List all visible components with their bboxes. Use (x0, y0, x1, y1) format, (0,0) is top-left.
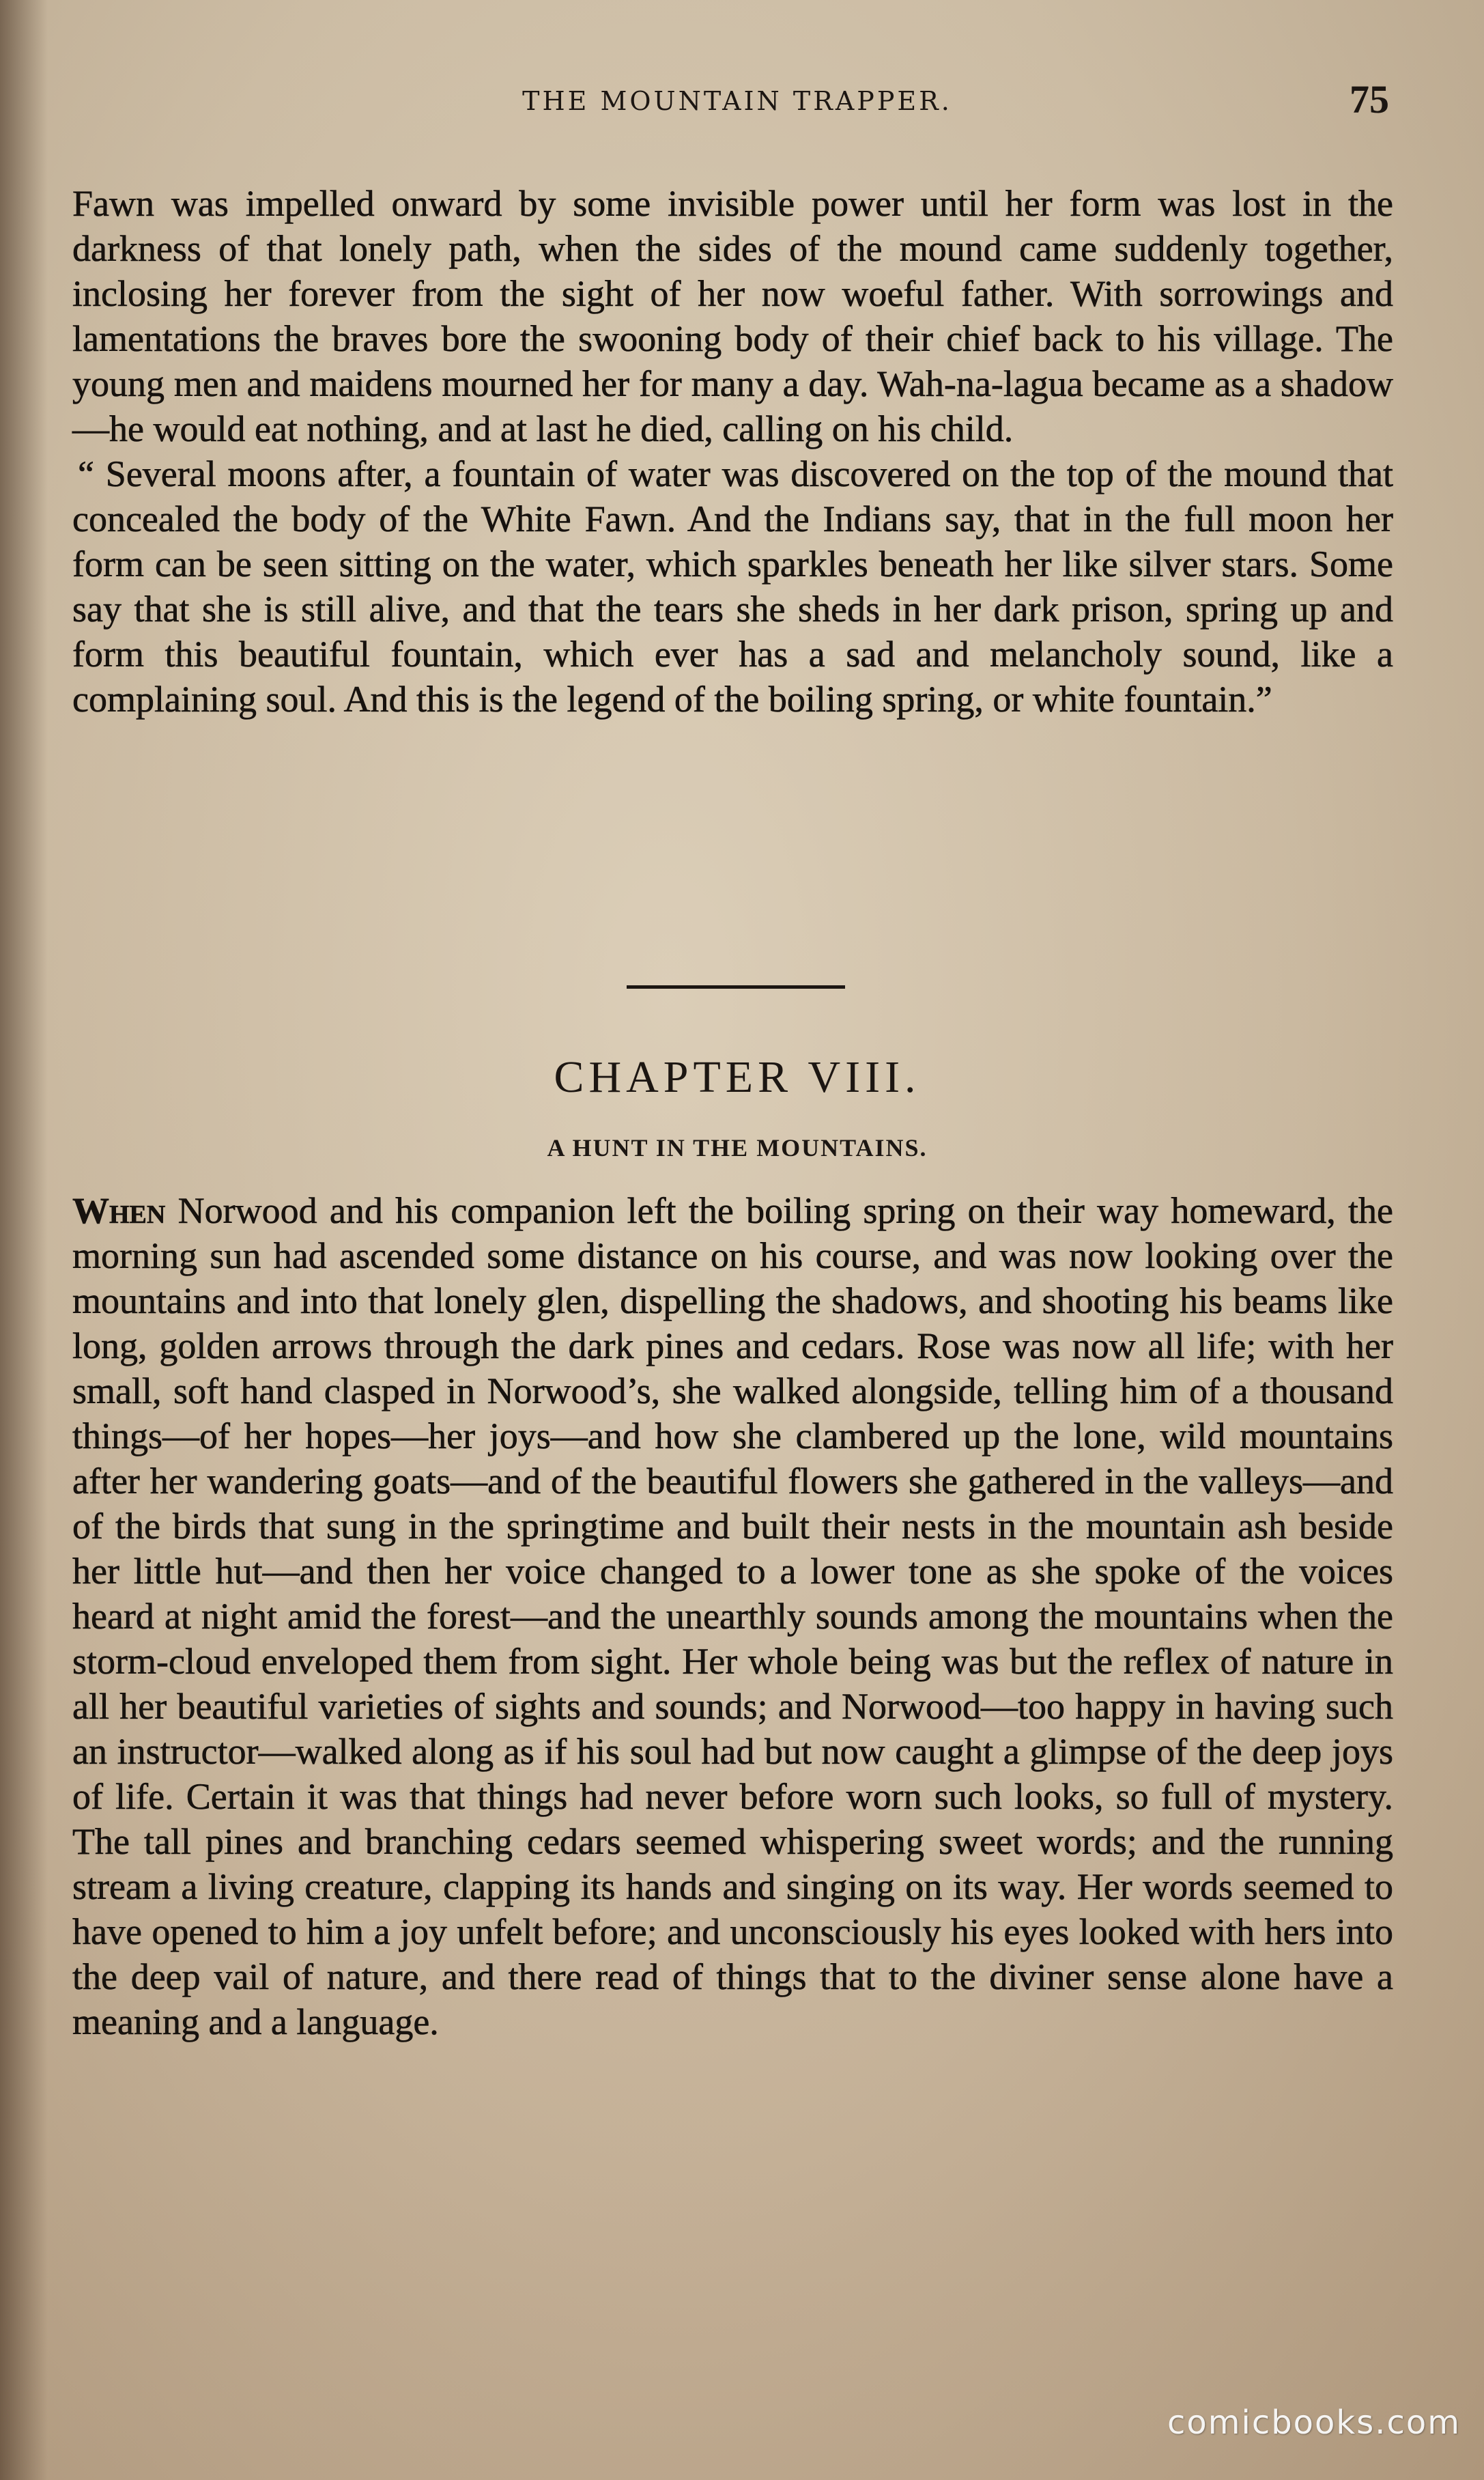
paragraph: “ Several moons after, a fountain of water was discovered on the top of the mound that concealed the body of the White Fawn. And the Indians say, that in the full moon her form can be seen sitting on the water, which sparkles beneath her like silver stars. Some say that she is still alive, and that the tears she sheds in her dark prison, spring up and form this beautiful fountain, which ever has a sad and melancholy sound, like a complaining soul. And this is the legend of the boiling spring, or white fountain.” (72, 453, 1393, 720)
paragraph (72, 1188, 1393, 2044)
section-divider (627, 985, 845, 989)
opening-word: When (72, 1190, 166, 1231)
watermark: comicbooks.com (1167, 2404, 1461, 2442)
running-title: THE MOUNTAIN TRAPPER. (522, 86, 952, 116)
chapter-subtitle: A HUNT IN THE MOUNTAINS. (547, 1134, 928, 1161)
continuation-text (72, 181, 1393, 722)
paragraph: Fawn was impelled onward by some invisible power until her form was lost in the darkness of that lonely path, when the sides of the mound came suddenly together, inclosing her forever from the sight of her now woeful father. With sorrowings and lamentations the braves bore the swooning body of their chief back to his village. The young men and maidens mourned her for many a day. Wah-na-lagua became as a shadow—he would eat nothing, and at last he died, calling on his child. (72, 183, 1393, 449)
page-header (0, 76, 1484, 131)
page-number: 75 (1350, 77, 1389, 122)
chapter-text (72, 1188, 1393, 2044)
binding-shadow (0, 0, 48, 2480)
chapter-title: CHAPTER VIII. (554, 1052, 921, 1102)
paragraph-body: Norwood and his companion left the boiling spring on their way homeward, the morning sun had ascended some distance on his course, and was now looking over the mountains and into that lonely glen, dispelling the shadows, and shooting his beams like long, golden arrows through the dark pines and cedars. Rose was now all life; with her small, soft hand clasped in Norwood’s, she walked alongside, telling him of a thousand things—of her hopes—her joys—and how she clambered up the lone, wild mountains after her wandering goats—and of the beautiful flowers she gathered in the valleys—and of the birds that sung in the springtime and built their nests in the mountain ash beside her little hut—and then her voice changed to a lower tone as she spoke of the voices heard at night amid the forest—and the unearthly sounds among the mountains when the storm-cloud enveloped them from sight. Her whole being was but the reflex of nature in all her beautiful varieties of sights and sounds; and Norwood—too happy in having such an instructor—walked along as if his soul had but now caught a glimpse of the deep joys of life. Certain it was that things had never before worn such looks, so full of mystery. The tall pines and branching cedars seemed whispering sweet words; and the running stream a living creature, clapping its hands and singing on its way. Her words seemed to have opened to him a joy unfelt before; and unconsciously his eyes looked with hers into the deep vail of nature, and there read of things that to the diviner sense alone have a meaning and a language. (72, 1190, 1393, 2042)
